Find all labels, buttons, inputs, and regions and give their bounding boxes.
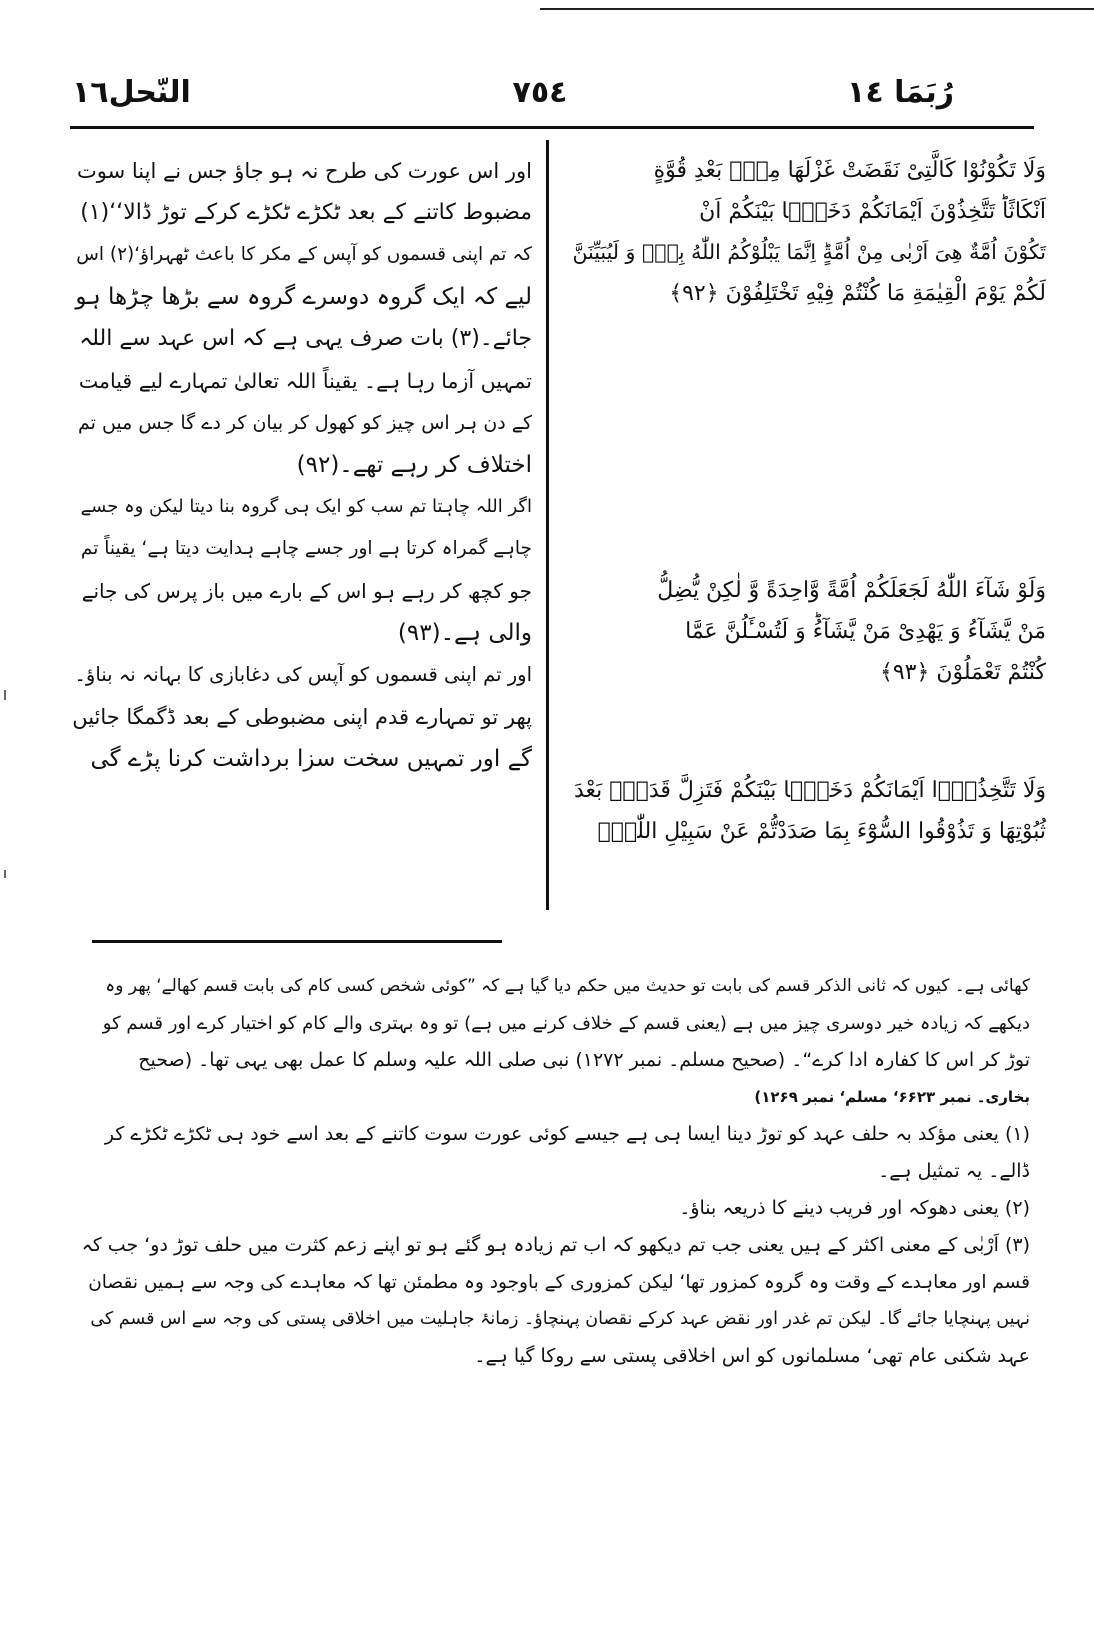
- header-juz-name: رُبَمَا ١٤: [847, 75, 954, 110]
- urdu-line: پھر تو تمہارے قدم اپنی مضبوطی کے بعد ڈگمگا جائیں: [72, 705, 532, 729]
- urdu-line: تمہیں آزما رہا ہے۔ یقیناً اللہ تعالیٰ تمہارے لیے قیامت: [78, 369, 532, 393]
- footnote-line: نہیں پہنچایا جائے گا۔ لیکن تم غدر اور نقض عہد کرکے نقصان پہنچاؤ۔ زمانۂ جاہلیت میں اخلاقی پستی کی وجہ سے اس قسم کی: [90, 1309, 1030, 1329]
- footnote-line: توڑ کر اس کا کفارہ ادا کرے“۔ (صحیح مسلم۔ نمبر ۱۲۷۲) نبی صلی اللہ علیہ وسلم کا عمل بھی یہی تھا۔ (صحیح: [138, 1049, 1030, 1071]
- footnote-line: (۲) یعنی دھوکہ اور فریب دینے کا ذریعہ بناؤ۔: [679, 1197, 1030, 1219]
- urdu-line: چاہے گمراہ کرتا ہے اور جسے چاہے ہدایت دیتا ہے‘ یقیناً تم: [80, 538, 532, 559]
- urdu-line: کہ تم اپنی قسموں کو آپس کے مکر کا باعث ٹھہراؤ‘(۲) اس: [76, 244, 532, 265]
- urdu-line: کے دن ہر اس چیز کو کھول کر بیان کر دے گا جس میں تم: [77, 412, 532, 434]
- arabic-line: لَكُمْ یَوْمَ الْقِیٰمَةِ مَا كُنْتُمْ فِیْهِ تَخْتَلِفُوْنَ ﴿۹۲﴾: [669, 281, 1046, 306]
- urdu-line: والی ہے۔(۹۳): [397, 620, 532, 646]
- urdu-line: لیے کہ ایک گروہ دوسرے گروہ سے بڑھا چڑھا ہو: [75, 284, 532, 310]
- urdu-line: جو کچھ کر رہے ہو اس کے بارے میں باز پرس کی جانے: [81, 579, 532, 603]
- scan-edge-mark: [4, 690, 6, 700]
- urdu-line: اور اس عورت کی طرح نہ ہو جاؤ جس نے اپنا سوت: [76, 159, 532, 183]
- footnote-line: دیکھے کہ زیادہ خیر دوسری چیز میں ہے (یعنی قسم کے خلاف کرنے میں ہے) تو وہ بہتری والے کام کو اختیار کرے اور قسم کو: [102, 1013, 1030, 1034]
- top-edge-rule: [540, 8, 1094, 10]
- footnote-rule: [92, 940, 502, 943]
- urdu-line: اختلاف کر رہے تھے۔(۹۲): [296, 452, 532, 478]
- urdu-line: گے اور تمہیں سخت سزا برداشت کرنا پڑے گی: [90, 746, 532, 772]
- footnote-reference-line: بخاری۔ نمبر ۶۶۲۳‘ مسلم‘ نمبر ۱۲۶۹): [754, 1088, 1030, 1106]
- arabic-line: كُنْتُمْ تَعْمَلُوْنَ ﴿۹۳﴾: [879, 660, 1046, 685]
- footnote-line: (۱) یعنی مؤکد بہ حلف عہد کو توڑ دینا ایسا ہی ہے جیسے کوئی عورت سوت کاتنے کے بعد اسے خود ہی ٹکڑے ٹکڑے کر: [104, 1123, 1030, 1145]
- header-surah-name: النّحل١٦: [72, 75, 191, 110]
- urdu-line: اور تم اپنی قسموں کو آپس کی دغابازی کا بہانہ نہ بناؤ۔: [74, 663, 532, 686]
- scan-edge-mark: [4, 870, 6, 878]
- arabic-verse-92: [562, 150, 1046, 314]
- arabic-line: مَنْ یَّشَآءُ وَ یَهْدِیْ مَنْ یَّشَآءُؕ وَ لَتُسْـَٔلُنَّ عَمَّا: [685, 619, 1046, 644]
- arabic-verse-94: [562, 770, 1046, 852]
- footnote-line: عہد شکنی عام تھی‘ مسلمانوں کو اس اخلاقی پستی سے روکا گیا ہے۔: [474, 1345, 1030, 1367]
- arabic-line: وَلَا تَتَّخِذُوْۤا اَیْمَانَكُمْ دَخَلًۢا بَیْنَكُمْ فَتَزِلَّ قَدَمٌۢ بَعْدَ: [573, 778, 1046, 803]
- arabic-line: وَلَوْ شَآءَ اللّٰهُ لَجَعَلَكُمْ اُمَّةً وَّاحِدَةً وَّ لٰكِنْ یُّضِلُّ: [657, 578, 1046, 603]
- urdu-translation: [72, 150, 532, 780]
- header-rule: [70, 126, 1034, 129]
- footnotes: [80, 968, 1030, 1375]
- page-number: ٧٥٤: [512, 75, 568, 110]
- arabic-line: ثُبُوْتِهَا وَ تَذُوْقُوا السُّوْٓءَ بِمَا صَدَدْتُّمْ عَنْ سَبِیْلِ اللّٰهِۚ: [597, 819, 1046, 844]
- urdu-line: اگر اللہ چاہتا تم سب کو ایک ہی گروہ بنا دیتا لیکن وہ جسے: [80, 496, 532, 517]
- footnote-line: ڈالے۔ یہ تمثیل ہے۔: [878, 1160, 1030, 1182]
- arabic-verse-93: [562, 570, 1046, 693]
- footnote-line: قسم اور معاہدے کے وقت وہ گروہ کمزور تھا‘ لیکن کمزوری کے باوجود وہ مطمئن تھا کہ معاہدے کی وجہ سے ہمیں نقصان: [88, 1272, 1030, 1293]
- footnote-line: کھائی ہے۔ کیوں کہ ثانی الذکر قسم کی بابت تو حدیث میں حکم دیا گیا ہے کہ ”کوئی شخص کسی کام کی بابت قسم کھالے‘ پھر وہ: [105, 976, 1030, 996]
- footnote-line: (۳) اَرْبٰی کے معنی اکثر کے ہیں یعنی جب تم دیکھو کہ اب تم زیادہ ہو گئے ہو تو اپنے زعم کثرت میں حلف توڑ دو‘ جب کہ: [81, 1234, 1030, 1256]
- urdu-line: مضبوط کاتنے کے بعد ٹکڑے ٹکڑے کرکے توڑ ڈالا‘‘(۱): [80, 200, 532, 225]
- column-divider: [546, 140, 549, 910]
- urdu-line: جائے۔(۳) بات صرف یہی ہے کہ اس عہد سے اللہ: [79, 326, 532, 351]
- arabic-line: وَلَا تَكُوْنُوْا كَالَّتِیْ نَقَضَتْ غَزْلَهَا مِنْۢ بَعْدِ قُوَّةٍ: [653, 158, 1046, 183]
- arabic-line: اَنْكَاثًاؕ تَتَّخِذُوْنَ اَیْمَانَكُمْ دَخَلًۢا بَیْنَكُمْ اَنْ: [699, 199, 1046, 224]
- arabic-line: تَكُوْنَ اُمَّةٌ هِیَ اَرْبٰی مِنْ اُمَّةٍؕ اِنَّمَا یَبْلُوْكُمُ اللّٰهُ بِهٖؕ وَ لَیُبَیِّنَنَّ: [572, 240, 1046, 264]
